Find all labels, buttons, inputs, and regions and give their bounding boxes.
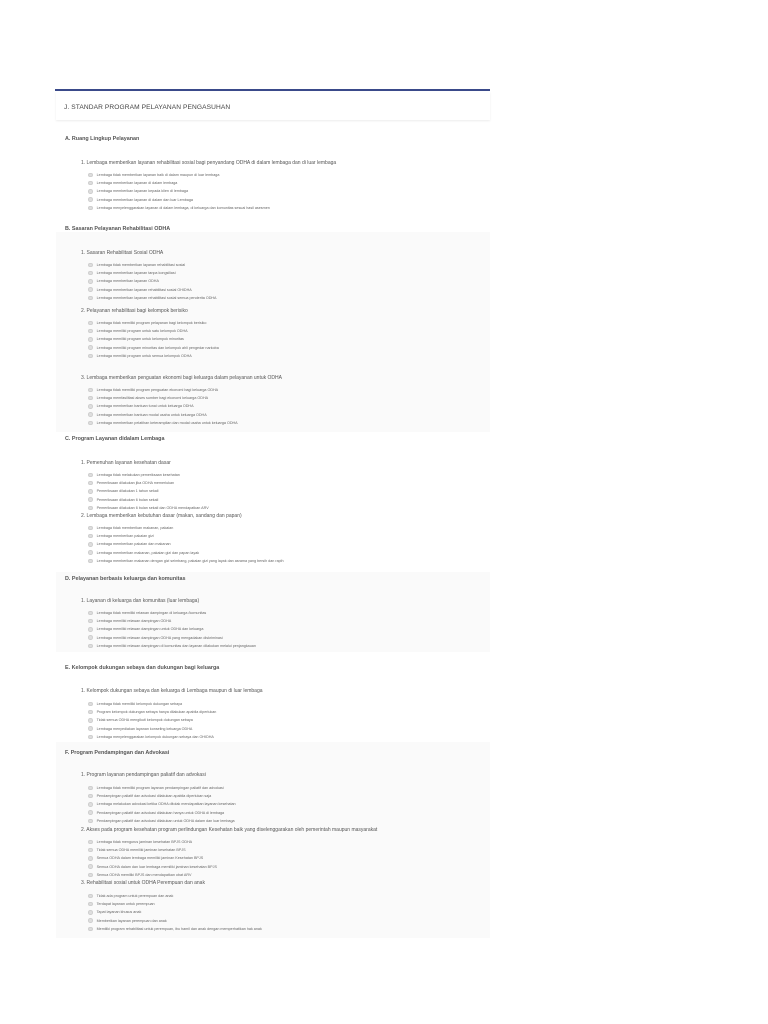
radio-button[interactable] xyxy=(88,279,93,284)
radio-option-label: Lembaga memiliki program untuk semua kelompok ODHA xyxy=(96,353,192,358)
radio-button[interactable] xyxy=(88,396,93,401)
radio-option-label: Memiliki program rehabilitasi untuk perempuan, ibu hamil dan anak dengan memperhatikan hak anak xyxy=(96,926,262,931)
radio-option-label: Lembaga memiliki program untuk kelompok minoritas xyxy=(96,337,184,342)
radio-option-label: Lembaga memberikan makanan dengan gizi seimbang, pakaian gizi yang layak dan asrama yang bersih dan rapih xyxy=(96,558,284,563)
radio-button[interactable] xyxy=(88,710,93,715)
radio-option-label: Lembaga tidak memiliki program layanan pendampingan paliatif dan advokasi xyxy=(96,786,224,790)
radio-button[interactable] xyxy=(88,287,93,292)
radio-option[interactable] xyxy=(88,295,217,301)
radio-option-label: Semua ODHA dalam dan luar lembaga memiliki jaminan kesehatan BPJS xyxy=(96,864,217,869)
radio-option[interactable] xyxy=(88,734,214,740)
radio-option-label: Tidak semua ODHA mengikuti kelompok dukungan sebaya xyxy=(96,718,193,723)
radio-button[interactable] xyxy=(88,810,93,815)
radio-option[interactable] xyxy=(88,320,206,326)
radio-option[interactable] xyxy=(88,488,159,494)
radio-option-label: Lembaga tidak memiliki kelompok dukungan sebaya xyxy=(96,702,183,706)
page-title: J. STANDAR PROGRAM PELAYANAN PENGASUHAN xyxy=(64,104,231,111)
radio-option-label: Lembaga memberikan pakaian gizi xyxy=(96,534,154,539)
radio-button[interactable] xyxy=(88,473,93,478)
radio-option[interactable] xyxy=(88,505,209,511)
radio-button[interactable] xyxy=(88,271,93,276)
radio-button[interactable] xyxy=(88,802,93,807)
radio-button[interactable] xyxy=(88,550,93,555)
radio-option-label: Pendampingan paliatif dan advokasi dilakukan apabila diperlukan saja xyxy=(96,794,212,799)
radio-option[interactable] xyxy=(88,172,219,178)
radio-button[interactable] xyxy=(88,819,93,824)
radio-button[interactable] xyxy=(88,856,93,861)
radio-button[interactable] xyxy=(88,263,93,268)
section-title: C. Program Layanan didalam Lembaga xyxy=(65,436,165,442)
radio-button[interactable] xyxy=(88,864,93,869)
section-title: F. Program Pendampingan dan Advokasi xyxy=(65,750,170,756)
radio-button[interactable] xyxy=(88,506,93,511)
radio-option-label: Lembaga tidak memberikan layanan baik di dalam maupun di luar lembaga xyxy=(96,173,220,177)
radio-option-label: Tidak semua ODHA memiliki jaminan kesehatan BPJS xyxy=(96,848,186,853)
radio-option-label: Lembaga tidak memberikan layanan rehabilitasi sosial xyxy=(96,263,186,267)
radio-option-label: Lembaga menyelenggarakan layanan di dalam lembaga, di keluarga dan komunitas sesuai hasil asesmen xyxy=(96,205,270,210)
radio-option[interactable] xyxy=(88,336,184,342)
radio-button[interactable] xyxy=(88,388,93,393)
radio-option[interactable] xyxy=(88,618,171,624)
radio-button[interactable] xyxy=(88,404,93,409)
radio-button[interactable] xyxy=(88,526,93,531)
radio-button[interactable] xyxy=(88,497,93,502)
radio-button[interactable] xyxy=(88,786,93,791)
radio-option[interactable] xyxy=(88,726,192,732)
radio-option-label: Pemeriksaan dilakukan jika ODHA memerlukan xyxy=(96,481,175,486)
radio-option-label: Lembaga menyelenggarakan kelompok dukungan sebaya dan OHIDHA xyxy=(96,734,214,739)
radio-option-label: Pendampingan paliatif dan advokasi dilakukan untuk ODHA dalam dan luar lembaga xyxy=(96,818,235,823)
radio-option-label: Pendampingan paliatif dan advokasi dilakukan hanya untuk ODHA di lembaga xyxy=(96,810,225,815)
radio-option-label: Lembaga tidak mengurus jaminan kesehatan BPJS ODHA xyxy=(96,840,193,844)
question-label: 1. Lembaga memberikan layanan rehabilitasi sosial bagi penyandang ODHA di dalam lembaga dan di luar lembaga xyxy=(81,160,337,166)
section-title: B. Sasaran Pelayanan Rehabilitasi ODHA xyxy=(65,226,171,232)
radio-option[interactable] xyxy=(88,541,171,547)
radio-option-label: Tidak ada program untuk perempuan dan anak xyxy=(96,894,174,898)
radio-button[interactable] xyxy=(88,329,93,334)
radio-button[interactable] xyxy=(88,181,93,186)
radio-button[interactable] xyxy=(88,412,93,417)
radio-option-label: Terdapat layanan untuk perempuan xyxy=(96,902,155,907)
radio-option-label: Lembaga memiliki program minoritas dan kelompok ahli pengedar narkoba xyxy=(96,345,219,350)
radio-button[interactable] xyxy=(88,611,93,616)
radio-option-label: Lembaga memfasilitasi akses sumber bagi ekonomi keluarga ODHA xyxy=(96,396,209,401)
question-label: 3. Rehabilitasi sosial untuk ODHA Perempuan dan anak xyxy=(81,880,205,886)
radio-button[interactable] xyxy=(88,918,93,923)
radio-option-label: Lembaga tidak memiliki program pelayanan bagi kelompok berisiko xyxy=(96,321,207,325)
radio-button[interactable] xyxy=(88,910,93,915)
radio-option[interactable] xyxy=(88,287,192,293)
radio-option[interactable] xyxy=(88,839,192,845)
radio-option-label: Pemeriksaan dilakukan 6 bulan sekali dan ODHA mendapatkan ARV xyxy=(96,505,209,510)
radio-option-label: Lembaga memiliki program untuk satu kelompok ODHA xyxy=(96,329,188,334)
radio-button[interactable] xyxy=(88,481,93,486)
radio-button[interactable] xyxy=(88,644,93,649)
radio-option[interactable] xyxy=(88,801,236,807)
radio-button[interactable] xyxy=(88,927,93,932)
radio-option-label: Program kelompok dukungan sebaya hanya dilakukan apabila diperlukan xyxy=(96,710,217,715)
radio-button[interactable] xyxy=(88,840,93,845)
radio-option[interactable] xyxy=(88,197,193,203)
radio-option[interactable] xyxy=(88,353,192,359)
radio-option-label: Lembaga memberikan bantuan modal usaha untuk keluarga ODHA xyxy=(96,412,207,417)
radio-button[interactable] xyxy=(88,627,93,632)
section-title: A. Ruang Lingkup Pelayanan xyxy=(65,136,140,142)
radio-option-label: Lembaga memiliki relawan dampingan di komunitas dan layanan dilakukan melalui penjangkauan xyxy=(96,643,256,648)
radio-option[interactable] xyxy=(88,717,193,723)
question-label: 1. Sasaran Rehabilitasi Sosial ODHA xyxy=(81,250,164,256)
radio-option[interactable] xyxy=(88,403,194,409)
radio-button[interactable] xyxy=(88,421,93,426)
radio-option-label: Lembaga memberikan layanan rehabilitasi sosial OHIDHA xyxy=(96,287,192,292)
radio-option[interactable] xyxy=(88,810,224,816)
radio-option-label: Lembaga memberikan layanan di dalam lembaga xyxy=(96,181,178,186)
radio-option[interactable] xyxy=(88,901,155,907)
question-label: 1. Pemenuhan layanan kesehatan dasar xyxy=(81,460,171,466)
radio-button[interactable] xyxy=(88,337,93,342)
radio-option[interactable] xyxy=(88,525,173,531)
radio-button[interactable] xyxy=(88,635,93,640)
radio-option[interactable] xyxy=(88,412,207,418)
radio-option-label: Semua ODHA memiliki BPJS dan mendapatkan obat ARV xyxy=(96,872,192,877)
section-title: D. Pelayanan berbasis keluarga dan komunitas xyxy=(65,576,186,582)
question-label: 2. Lembaga memberikan kebutuhan dasar (makan, sandang dan papan) xyxy=(81,513,242,519)
radio-option[interactable] xyxy=(88,909,141,915)
radio-option-label: Lembaga memberikan layanan tanpa kongsiliasi xyxy=(96,271,176,276)
radio-option[interactable] xyxy=(88,872,191,878)
radio-option-label: Lembaga memberikan pakaian dan makanan xyxy=(96,542,171,547)
radio-button[interactable] xyxy=(88,726,93,731)
radio-button[interactable] xyxy=(88,794,93,799)
radio-option[interactable] xyxy=(88,262,185,268)
radio-button[interactable] xyxy=(88,197,93,202)
radio-option[interactable] xyxy=(88,497,158,503)
question-label: 2. Pelayanan rehabilitasi bagi kelompok berisiko xyxy=(81,308,188,314)
radio-button[interactable] xyxy=(88,173,93,178)
radio-option[interactable] xyxy=(88,533,154,539)
radio-option[interactable] xyxy=(88,420,238,426)
radio-option[interactable] xyxy=(88,701,182,707)
radio-button[interactable] xyxy=(88,206,93,211)
radio-option-label: Lembaga memiliki relawan dampingan untuk ODHA dan keluarga xyxy=(96,627,204,632)
radio-option[interactable] xyxy=(88,793,211,799)
radio-button[interactable] xyxy=(88,489,93,494)
radio-option-label: Lembaga memberikan makanan, pakaian gizi dan papan layak xyxy=(96,550,200,555)
radio-option[interactable] xyxy=(88,558,284,564)
radio-option[interactable] xyxy=(88,626,203,632)
radio-option-label: Lembaga memberikan layanan ODHA xyxy=(96,279,159,284)
radio-option[interactable] xyxy=(88,847,186,853)
radio-button[interactable] xyxy=(88,345,93,350)
radio-button[interactable] xyxy=(88,619,93,624)
radio-button[interactable] xyxy=(88,542,93,547)
radio-option[interactable] xyxy=(88,918,167,924)
radio-option-label: Lembaga tidak memiliki relawan dampingan di keluarga /komunitas xyxy=(96,611,207,615)
radio-option[interactable] xyxy=(88,855,203,861)
radio-option-label: Lembaga tidak memberikan makanan, pakaian xyxy=(96,526,174,530)
radio-button[interactable] xyxy=(88,735,93,740)
radio-option[interactable] xyxy=(88,818,235,824)
radio-option-label: Tapat layanan khusus anak xyxy=(96,910,142,915)
radio-option[interactable] xyxy=(88,893,173,899)
radio-option[interactable] xyxy=(88,635,223,641)
radio-option[interactable] xyxy=(88,926,262,932)
radio-option[interactable] xyxy=(88,550,199,556)
radio-option-label: Lembaga memberikan layanan rehabilitasi sosial semua penderita ODHA xyxy=(96,295,217,300)
radio-option-label: Lembaga melakukan advokasi ketika ODHA ditolak mendapatkan layanan kesehatan xyxy=(96,802,236,807)
header-accent-line xyxy=(55,89,490,91)
radio-option-label: Lembaga memberikan bantuan tunai untuk keluarga ODHA xyxy=(96,404,194,409)
radio-option-label: Memberikan layanan perempuan dan anak xyxy=(96,918,167,923)
radio-option[interactable] xyxy=(88,328,188,334)
radio-button[interactable] xyxy=(88,189,93,194)
radio-option[interactable] xyxy=(88,610,206,616)
question-label: 2. Akses pada program kesehatan program perlindungan Kesehatan baik yang diselenggarakan oleh pemerintah maupun masyarakat xyxy=(81,827,378,833)
radio-button[interactable] xyxy=(88,321,93,326)
radio-option[interactable] xyxy=(88,709,216,715)
radio-option[interactable] xyxy=(88,278,159,284)
radio-option[interactable] xyxy=(88,785,224,791)
radio-option[interactable] xyxy=(88,864,217,870)
radio-option-label: Semua ODHA dalam lembaga memiliki jaminan Kesehatan BPJS xyxy=(96,856,204,861)
radio-button[interactable] xyxy=(88,354,93,359)
radio-option-label: Lembaga menyediakan layanan konseling keluarga ODHA xyxy=(96,726,193,731)
radio-option-label: Lembaga tidak melakukan pemeriksaan kesehatan xyxy=(96,473,180,477)
radio-option-label: Lembaga memberikan pelatihan keterampilan dan modal usaha untuk keluarga ODHA xyxy=(96,420,238,425)
radio-option[interactable] xyxy=(88,188,188,194)
question-label: 1. Layanan di keluarga dan komunitas (luar lembaga) xyxy=(81,598,200,604)
radio-button[interactable] xyxy=(88,902,93,907)
radio-button[interactable] xyxy=(88,296,93,301)
radio-option[interactable] xyxy=(88,643,256,649)
section-title: E. Kelompok dukungan sebaya dan dukungan bagi keluarga xyxy=(65,665,220,671)
question-label: 1. Kelompok dukungan sebaya dan keluarga di Lembaga maupun di luar lembaga xyxy=(81,688,263,694)
radio-button[interactable] xyxy=(88,873,93,878)
radio-option-label: Lembaga memiliki relawan dampingan ODHA yang mengadakan diskriminasi xyxy=(96,635,223,640)
radio-option[interactable] xyxy=(88,387,218,393)
radio-option[interactable] xyxy=(88,472,180,478)
radio-option[interactable] xyxy=(88,270,176,276)
radio-option[interactable] xyxy=(88,205,270,211)
radio-option-label: Pemeriksaan dilakukan 6 bulan sekali xyxy=(96,497,159,502)
radio-option-label: Pemeriksaan dilakukan 1 tahun sekali xyxy=(96,489,159,494)
radio-button[interactable] xyxy=(88,718,93,723)
radio-button[interactable] xyxy=(88,559,93,564)
radio-option-label: Lembaga tidak memiliki program penguatan ekonomi bagi keluarga ODHA xyxy=(96,388,219,392)
radio-button[interactable] xyxy=(88,702,93,707)
question-label: 3. Lembaga memberikan penguatan ekonomi bagi keluarga dalam pelayanan untuk ODHA xyxy=(81,375,282,381)
radio-option[interactable] xyxy=(88,480,174,486)
radio-button[interactable] xyxy=(88,894,93,899)
radio-button[interactable] xyxy=(88,534,93,539)
radio-option[interactable] xyxy=(88,180,177,186)
question-label: 1. Program layanan pendampingan paliatif dan advokasi xyxy=(81,772,206,778)
radio-option[interactable] xyxy=(88,395,208,401)
page-title-bar xyxy=(56,92,490,120)
radio-option-label: Lembaga memiliki relawan dampingan ODHA xyxy=(96,619,172,624)
radio-option-label: Lembaga memberikan layanan di dalam dan luar Lembaga xyxy=(96,197,193,202)
radio-option-label: Lembaga memberikan layanan kepada klien di lembaga xyxy=(96,189,189,194)
radio-button[interactable] xyxy=(88,848,93,853)
radio-option[interactable] xyxy=(88,345,219,351)
